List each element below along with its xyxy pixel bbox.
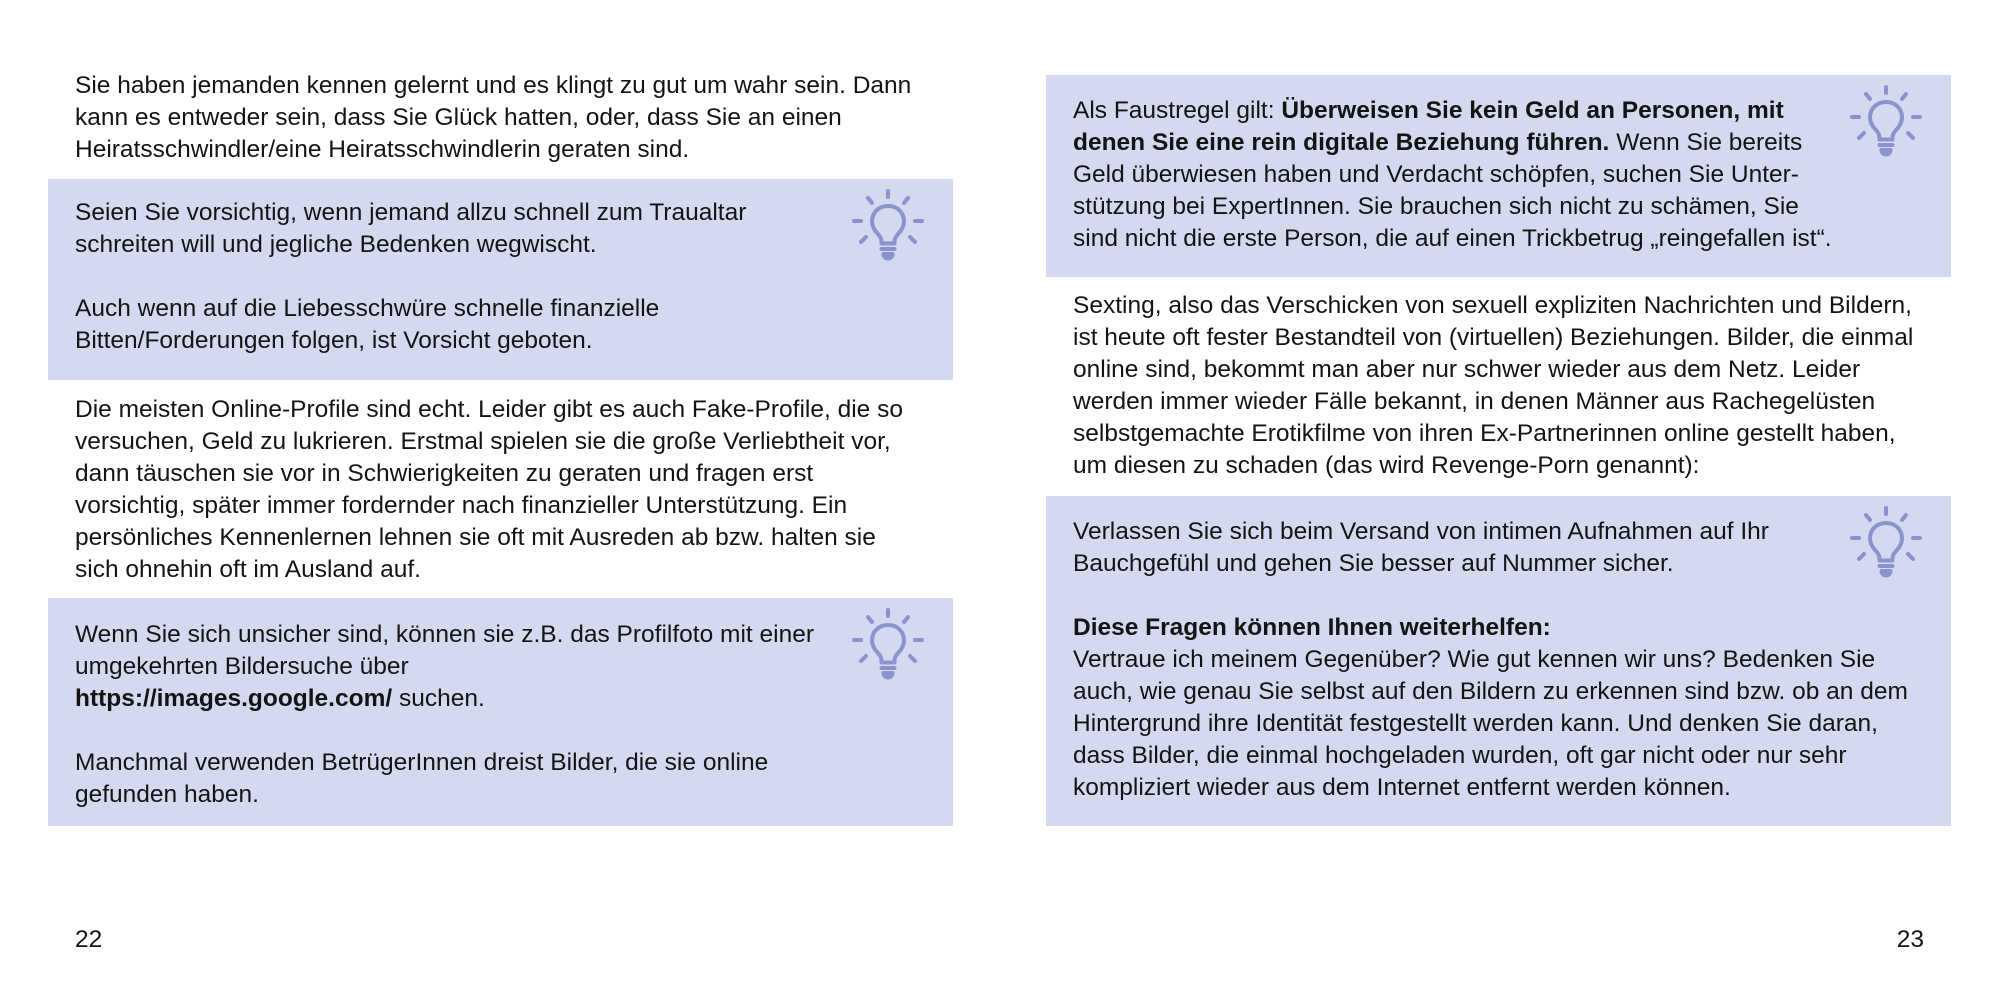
page-number-right: 23 — [1896, 926, 1924, 953]
tip-text-finance: Auch wenn auf die Liebesschwüre schnelle finanzielle Bitten/Forderungen folgen, ist Vorsicht geboten. — [75, 295, 660, 354]
google-images-link[interactable]: https://images.google.com/ — [75, 685, 393, 712]
tip-text-altar: Seien Sie vorsichtig, wenn jemand allzu schnell zum Traualtar schreiten will und jegliche Bedenken wegwischt. — [75, 199, 747, 258]
sexting-paragraph — [1046, 290, 1951, 482]
tip-text-gut-feeling: Verlassen Sie sich beim Versand von intimen Aufnahmen auf Ihr Bauchgefühl und gehen Sie besser auf Nummer sicher. — [1073, 518, 1769, 577]
rule-bold: Überweisen Sie kein Geld an Personen, mit denen Sie eine rein digitale Beziehung führen. — [1073, 97, 1784, 156]
tip-questions — [1073, 612, 1924, 804]
tip-text-reverse-search — [75, 619, 833, 715]
reverse-search-suffix: suchen. — [399, 685, 485, 712]
sexting-text: Sexting, also das Verschicken von sexuell expliziten Nachrichten und Bildern, ist heute oft fester Bestandteil von (virtuellen) Beziehungen. Bilder, die einmal online sind, bekommt man aber nur schwer wieder aus dem Netz. Leider werden immer wieder Fälle bekannt, in denen Männer aus Rachegelüsten selbstgemachte Erotikfilme von ihren Ex-Partnerinnen online gestellt haben, um diesen zu schaden (das wird Revenge-Porn genannt): — [1073, 292, 1914, 479]
right-page — [1046, 0, 1951, 1000]
tip-box-marriage-warning — [48, 179, 953, 380]
page-number-left: 22 — [75, 926, 103, 953]
lightbulb-icon — [850, 607, 926, 683]
tip-box-image-search — [48, 598, 953, 826]
rule-of-thumb-text — [1073, 95, 1841, 255]
rule-lead: Als Faustregel gilt: — [1073, 97, 1275, 124]
rule-rest: Wenn Sie bereits Geld überwiesen haben und Verdacht schöpfen, suchen Sie Unter-stützung bei ExpertInnen. Sie brauchen sich nicht zu schämen, Sie sind nicht die erste Person, die auf einen Trickbetrug „reingefallen ist“. — [1073, 129, 1832, 252]
lightbulb-icon — [1848, 505, 1924, 581]
tip-text-stolen-images: Manchmal verwenden BetrügerInnen dreist Bilder, die sie online gefunden haben. — [75, 749, 769, 808]
left-page — [48, 0, 953, 1000]
intro-paragraph — [48, 70, 953, 166]
lightbulb-icon — [1848, 84, 1924, 160]
questions-text: Vertraue ich meinem Gegenüber? Wie gut kennen wir uns? Bedenken Sie auch, wie genau Sie selbst auf den Bildern zu erkennen sind bzw. ob an dem Hintergrund ihre Identität festgestellt werden kann. Und denken Sie daran, dass Bilder, die einmal hochgeladen wurden, oft gar nicht oder nur sehr kompliziert wieder aus dem Internet entfernt werden können. — [1073, 646, 1908, 801]
fake-profiles-text: Die meisten Online-Profile sind echt. Leider gibt es auch Fake-Profile, die so versuchen, Geld zu lukrieren. Erstmal spielen sie die große Verliebtheit vor, dann täuschen sie vor in Schwierigkeiten zu geraten und fragen erst vorsichtig, später immer fordernder nach finanzieller Unterstützung. Ein persönliches Kennenlernen lehnen sie oft mit Ausreden ab bzw. halten sie sich ohnehin oft im Ausland auf. — [75, 396, 903, 583]
fake-profiles-paragraph — [48, 394, 953, 586]
tip-box-intimate-images — [1046, 496, 1951, 826]
lightbulb-icon — [850, 188, 926, 264]
intro-text: Sie haben jemanden kennen gelernt und es klingt zu gut um wahr sein. Dann kann es entweder sein, dass Sie Glück hatten, oder, dass Sie an einen Heiratsschwindler/eine Heiratsschwindlerin geraten sind. — [75, 72, 912, 163]
tip-box-rule-of-thumb — [1046, 75, 1951, 277]
questions-heading: Diese Fragen können Ihnen weiterhelfen: — [1073, 614, 1551, 641]
reverse-search-text: Wenn Sie sich unsicher sind, können sie z.B. das Profilfoto mit einer umgekehrten Bildersuche über — [75, 621, 814, 680]
